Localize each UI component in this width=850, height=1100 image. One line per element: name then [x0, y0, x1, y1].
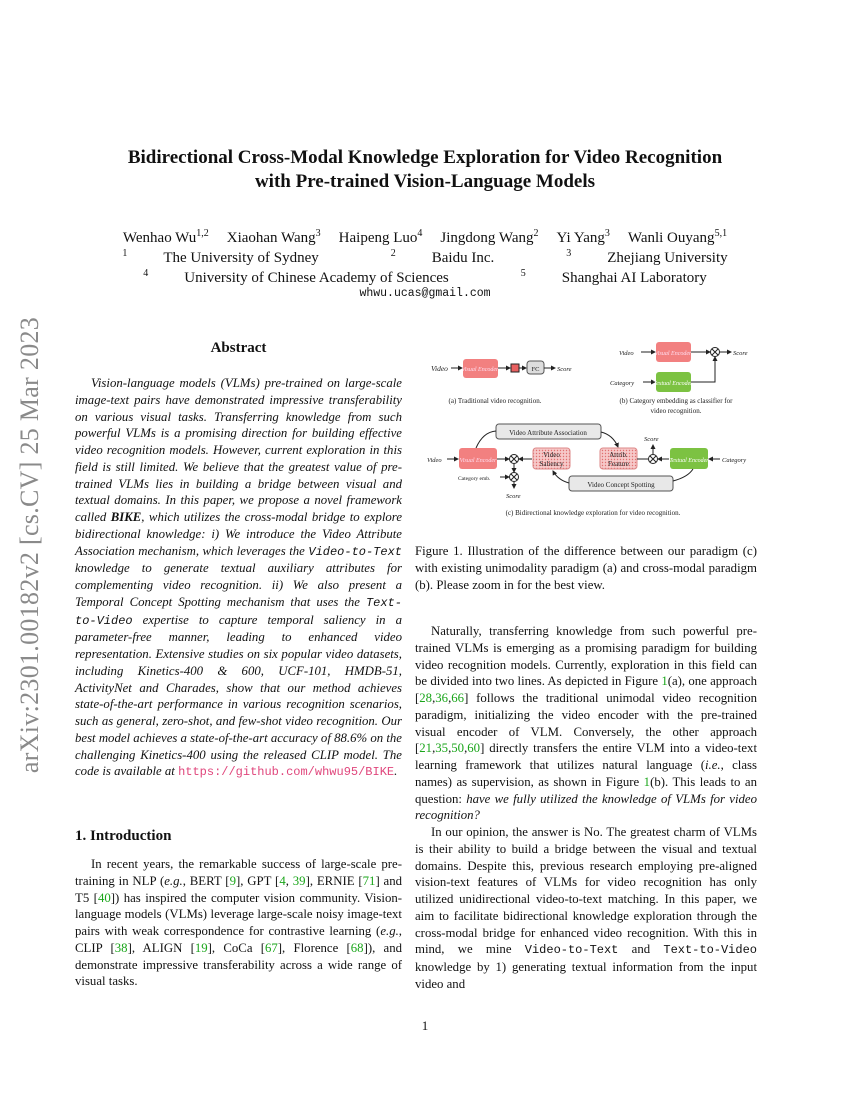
- fig-c-video-label: Video: [427, 457, 442, 464]
- author-name: Haipeng Luo: [338, 230, 418, 246]
- text-span: ] directly transfers the entire VLM into a video-text learning framework that utilizes natural language (: [415, 741, 757, 772]
- text-span: , which utilizes the cross-modal bridge to explore bidirectional knowledge: i) We introduce the Video Attribute Association mechanism, which leverages the: [75, 510, 402, 558]
- text-span: ,: [432, 741, 436, 756]
- fig-b-caption-2: video recognition.: [650, 407, 702, 415]
- fig-b-caption-1: (b) Category embedding as classifier for: [619, 397, 733, 405]
- citation-link[interactable]: 50: [451, 741, 465, 756]
- citation-link[interactable]: 36: [435, 691, 449, 705]
- text-span: Text-to-Video: [75, 595, 402, 628]
- page-number: 1: [421, 1018, 429, 1033]
- fig-c-video-saliency-label-1: Video: [543, 451, 560, 459]
- text-span: .: [394, 764, 398, 779]
- affiliation-index: 2: [390, 248, 396, 259]
- affiliation-name: Shanghai AI Laboratory: [561, 270, 707, 286]
- affiliation: [503, 270, 725, 286]
- abstract-heading: Abstract: [210, 340, 267, 356]
- text-span: BIKE: [110, 510, 142, 524]
- text-span: In our opinion, the answer is No. The greatest charm of VLMs is their ability to build a bridge between the visual and textual domains. Despite this, previous research employing pre-aligned vision-text features of VLMs for video recognition has only utilized unidirectional video-to-text matching. In this paper, we aim to facilitate bidirectional knowledge exploration through the cross-modal bridge for enhanced video recognition. With this in mind, we mine: [415, 825, 757, 957]
- text-span: ], ERNIE [: [305, 873, 363, 888]
- citation-link[interactable]: 66: [451, 691, 465, 705]
- author-affiliation-index: 2: [533, 228, 539, 239]
- citation-link[interactable]: 4: [279, 873, 286, 888]
- text-span: ], Florence [: [277, 940, 351, 955]
- text-span: expertise to capture temporal saliency in a parameter-free manner, leading to enhanced video representation. Extensive studies on six popular video datasets, including Kinetics-400 & 600, UCF-101, HMDB-51, ActivityNet and Charades, show that our method achieves state-of-the-art performance in various recognition scenarios, such as general, zero-shot, and few-shot video recognition. Our best model achieves a state-of-the-art accuracy of 88.6% on the challenging Kinetics-400 using the released CLIP model. The code is available at: [75, 612, 402, 779]
- author-affiliation-index: 4: [417, 228, 423, 239]
- affiliations-row-2: [0, 264, 850, 288]
- text-span: ]) has inspired the computer vision community. Vision-language models (VLMs) leverage large-scale noisy image-text pairs with weak correspondence for contrastive learning (: [75, 890, 402, 938]
- introduction-heading: 1. Introduction: [75, 828, 172, 844]
- affiliation: [125, 270, 467, 286]
- text-span: Text-to-Video: [663, 943, 757, 958]
- author-affiliation-index: 3: [315, 228, 321, 239]
- citation-link[interactable]: 40: [97, 890, 111, 905]
- citation-link[interactable]: 35: [435, 741, 449, 756]
- citation-link[interactable]: 39: [292, 873, 306, 888]
- fig-c-concept-spotting-label: Video Concept Spotting: [587, 481, 655, 489]
- paper-title: [0, 146, 850, 194]
- fig-b-visual-encoder-label: Visual Encoder: [654, 351, 692, 357]
- affiliation-name: University of Chinese Academy of Sciences: [184, 270, 449, 286]
- citation-link[interactable]: 28: [419, 691, 433, 705]
- affiliation-index: 1: [122, 248, 128, 259]
- text-span: ], GPT [: [235, 873, 280, 888]
- text-span: In recent years, the remarkable success of large-scale pre-training in NLP (: [75, 857, 402, 888]
- title-line-2: with Pre-trained Vision-Language Models: [254, 171, 596, 192]
- figure-1-caption: Figure 1. Illustration of the difference between our paradigm (c) with existing unimodality paradigm (a) and cross-modal paradigm (b). Please zoom in for the best view.: [415, 544, 757, 592]
- abstract-body: [75, 375, 402, 781]
- fig-b-category-label: Category: [610, 380, 635, 387]
- text-span: ,: [448, 741, 452, 756]
- text-span: and: [618, 942, 664, 957]
- fig-c-category-label: Category: [722, 457, 747, 464]
- citation-link[interactable]: 9: [229, 873, 236, 888]
- fig-a-feature-box: [511, 364, 519, 372]
- text-span: ] follows the traditional unimodal video recognition paradigm, initializing the video encoder with the pre-trained visual encoder of VLM. Conversely, the other approach [: [415, 691, 757, 756]
- author-affiliation-index: 1,2: [196, 228, 209, 239]
- fig-c-video-saliency-label-2: Saliency: [539, 460, 564, 468]
- text-span: (b). This leads to an question:: [415, 774, 757, 806]
- affiliation-index: 3: [566, 248, 572, 259]
- citation-link[interactable]: 71: [362, 873, 376, 888]
- citation-link[interactable]: 60: [467, 741, 481, 756]
- citation-link[interactable]: 67: [265, 940, 278, 955]
- code-url-link[interactable]: https://github.com/whwu95/BIKE: [178, 765, 395, 780]
- citation-link[interactable]: 68: [350, 940, 364, 955]
- fig-b-video-label: Video: [619, 350, 634, 357]
- author-name: Xiaohan Wang: [226, 230, 316, 246]
- text-span: (a), one approach [: [415, 674, 757, 705]
- text-span: ,: [432, 691, 436, 705]
- fig-c-attribute-feature-label-2: Feature: [608, 460, 629, 468]
- right-column-body: [415, 623, 757, 993]
- author-name: Wenhao Wu: [122, 230, 197, 246]
- fig-a-visual-encoder-label: Visual Encoder: [461, 367, 499, 373]
- text-span: ]), and demonstrate impressive transferability across a wide range of visual tasks.: [75, 940, 402, 989]
- text-span: ,: [285, 873, 293, 888]
- fig-a-video-label: Video: [431, 364, 448, 373]
- citation-link[interactable]: 19: [194, 940, 208, 955]
- text-span: knowledge to generate textual auxiliary attributes for complementing video recognition. ii) We also present a Temporal Concept Spotting mechanism that uses the: [75, 561, 402, 609]
- affiliation-index: 4: [143, 268, 149, 279]
- contact-email: whwu.ucas@gmail.com: [359, 287, 491, 300]
- text-span: ], ALIGN [: [127, 940, 195, 955]
- text-span: e.g.: [164, 873, 183, 888]
- fig-b-score-label: Score: [733, 350, 748, 357]
- fig-c-textual-encoder-label: Textual Encoder: [669, 458, 709, 464]
- figure-1-diagram: [418, 335, 768, 525]
- author-name: Wanli Ouyang: [627, 230, 715, 246]
- text-span: i.e.: [704, 758, 721, 772]
- text-span: e.g.: [380, 924, 399, 938]
- affiliation-name: The University of Sydney: [163, 250, 319, 266]
- fig-a-fc-label: FC: [531, 366, 540, 373]
- text-span: ,: [448, 691, 452, 705]
- fig-c-score-top-label: Score: [644, 436, 659, 443]
- author-affiliation-index: 5,1: [714, 228, 728, 239]
- affiliation-name: Baidu Inc.: [431, 250, 495, 266]
- text-span: Video-to-Text: [524, 943, 619, 958]
- citation-link[interactable]: 1: [643, 774, 651, 789]
- affiliation-index: 5: [520, 268, 526, 279]
- fig-c-attribute-association-label: Video Attribute Association: [509, 429, 587, 437]
- author-name: Jingdong Wang: [440, 230, 534, 246]
- introduction-body: [75, 856, 402, 990]
- fig-c-visual-encoder-label: Visual Encoder: [459, 458, 497, 464]
- affiliation-name: Zhejiang University: [607, 250, 728, 266]
- fig-c-score-bottom-label: Score: [506, 493, 521, 500]
- text-span: Naturally, transferring knowledge from such powerful pre-trained VLMs is emerging as a promising paradigm for building video recognition models. Currently, exploration in this field can be divided into two lines. As depicted in Figure: [415, 624, 757, 689]
- author-affiliation-index: 3: [604, 228, 610, 239]
- fig-a-caption: (a) Traditional video recognition.: [448, 397, 542, 405]
- text-span: ] and T5 [: [75, 873, 403, 905]
- citation-link[interactable]: 21: [419, 741, 433, 756]
- text-span: ,: [464, 741, 468, 756]
- fig-c-category-emb-label: Category emb.: [458, 476, 491, 482]
- title-line-1: Bidirectional Cross-Modal Knowledge Exploration for Video Recognition: [127, 147, 723, 168]
- text-span: ], CoCa [: [207, 940, 265, 955]
- text-span: , CLIP [: [75, 924, 402, 955]
- arxiv-identifier: arXiv:2301.00182v2 [cs.CV] 25 Mar 2023: [15, 316, 44, 774]
- text-span: Video-to-Text: [308, 544, 402, 559]
- fig-a-score-label: Score: [557, 366, 572, 373]
- text-span: , BERT [: [182, 873, 230, 888]
- text-span: knowledge by 1) generating textual information from the input video and: [415, 960, 757, 991]
- fig-b-textual-encoder-label: Textual Encoder: [653, 381, 693, 387]
- text-span: , class names) as supervision, as shown in Figure: [415, 758, 757, 789]
- text-span: Vision-language models (VLMs) pre-trained on large-scale image-text pairs have demonstrated impressive transferability on various visual tasks. Transferring knowledge from such powerful VLMs is a promising direction for building effective video recognition models. However, current exploration in this field is still limited. We believe that the greatest value of pre-trained VLMs lies in building a bridge between visual and textual domains. In this paper, we propose a novel framework called: [75, 376, 402, 524]
- text-span: have we fully utilized the knowledge of VLMs for video recognition?: [415, 791, 757, 823]
- citation-link[interactable]: 38: [114, 940, 128, 955]
- author-name: Yi Yang: [556, 230, 605, 246]
- fig-c-caption: (c) Bidirectional knowledge exploration for video recognition.: [505, 509, 681, 517]
- fig-c-attribute-feature-label-1: Attrib.: [609, 451, 628, 459]
- citation-link[interactable]: 1: [661, 674, 668, 689]
